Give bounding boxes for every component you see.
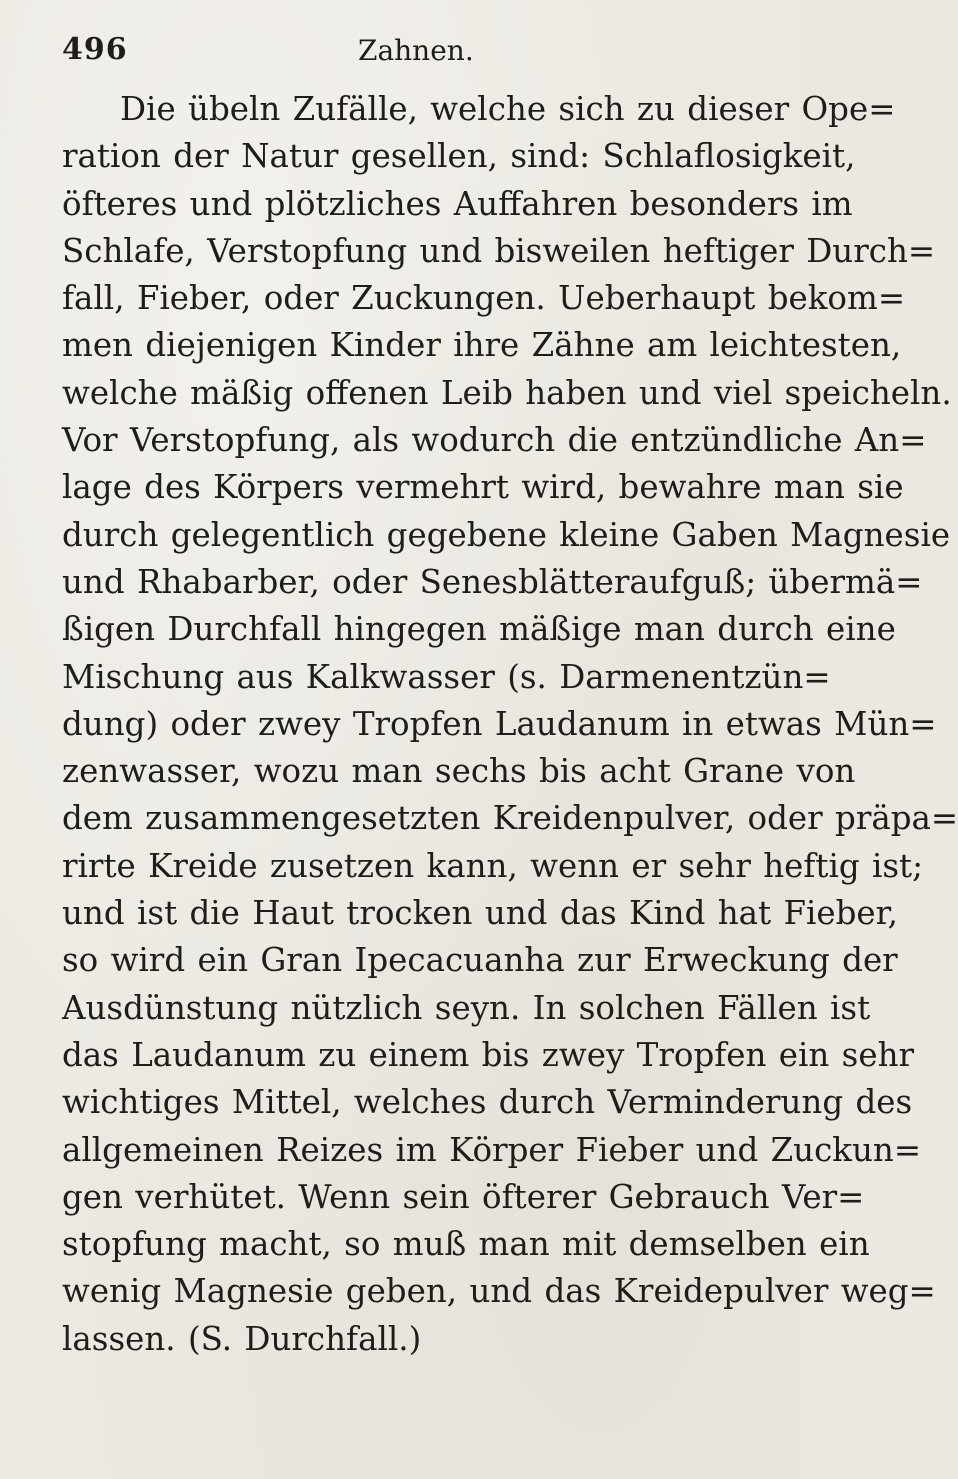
text-line: stopfung macht, so muß man mit demselben ein — [62, 1225, 870, 1264]
page-number: 496 — [62, 32, 128, 67]
text-line: ßigen Durchfall hingegen mäßige man durch eine — [62, 610, 896, 649]
text-line: und ist die Haut trocken und das Kind hat Fieber, — [62, 894, 898, 933]
text-line: wichtiges Mittel, welches durch Verminderung des — [62, 1083, 913, 1122]
text-line: das Laudanum zu einem bis zwey Tropfen ein sehr — [62, 1035, 915, 1074]
text-line: allgemeinen Reizes im Körper Fieber und Zuckun= — [62, 1130, 922, 1169]
text-line: Ausdünstung nützlich seyn. In solchen Fällen ist — [62, 988, 871, 1027]
text-line: men diejenigen Kinder ihre Zähne am leichtesten, — [62, 326, 902, 365]
text-line: so wird ein Gran Ipecacuanha zur Erweckung der — [62, 941, 898, 980]
text-line: gen verhütet. Wenn sein öfterer Gebrauch Ver= — [62, 1177, 865, 1216]
text-line: fall, Fieber, oder Zuckungen. Ueberhaupt bekom= — [62, 279, 906, 318]
text-line: Die übeln Zufälle, welche sich zu dieser Ope= — [120, 90, 896, 128]
body-paragraph — [62, 86, 958, 1363]
text-line: Schlafe, Verstopfung und bisweilen heftiger Durch= — [62, 231, 936, 270]
text-line: rirte Kreide zusetzen kann, wenn er sehr heftig ist; — [62, 846, 924, 885]
text-line: dung) oder zwey Tropfen Laudanum in etwas Mün= — [62, 704, 937, 743]
text-line: öfteres und plötzliches Auffahren besonders im — [62, 184, 853, 223]
text-line: Mischung aus Kalkwasser (s. Darmenentzün= — [62, 657, 831, 696]
text-line: dem zusammengesetzten Kreidenpulver, oder präpa= — [62, 799, 958, 838]
text-line: wenig Magnesie geben, und das Kreidepulver weg= — [62, 1272, 936, 1311]
text-line: lassen. (S. Durchfall.) — [62, 1319, 422, 1358]
text-line: welche mäßig offenen Leib haben und viel speicheln. — [62, 373, 952, 412]
page-header — [62, 32, 622, 82]
text-line: Vor Verstopfung, als wodurch die entzündliche An= — [62, 421, 927, 460]
text-line: lage des Körpers vermehrt wird, bewahre man sie — [62, 468, 904, 507]
text-line: durch gelegentlich gegebene kleine Gaben Magnesie — [62, 515, 951, 554]
text-line: und Rhabarber, oder Senesblätteraufguß; übermä= — [62, 562, 923, 601]
text-line: zenwasser, wozu man sechs bis acht Grane von — [62, 752, 856, 791]
text-line: ration der Natur gesellen, sind: Schlaflosigkeit, — [62, 137, 856, 176]
running-head: Zahnen. — [358, 34, 474, 67]
